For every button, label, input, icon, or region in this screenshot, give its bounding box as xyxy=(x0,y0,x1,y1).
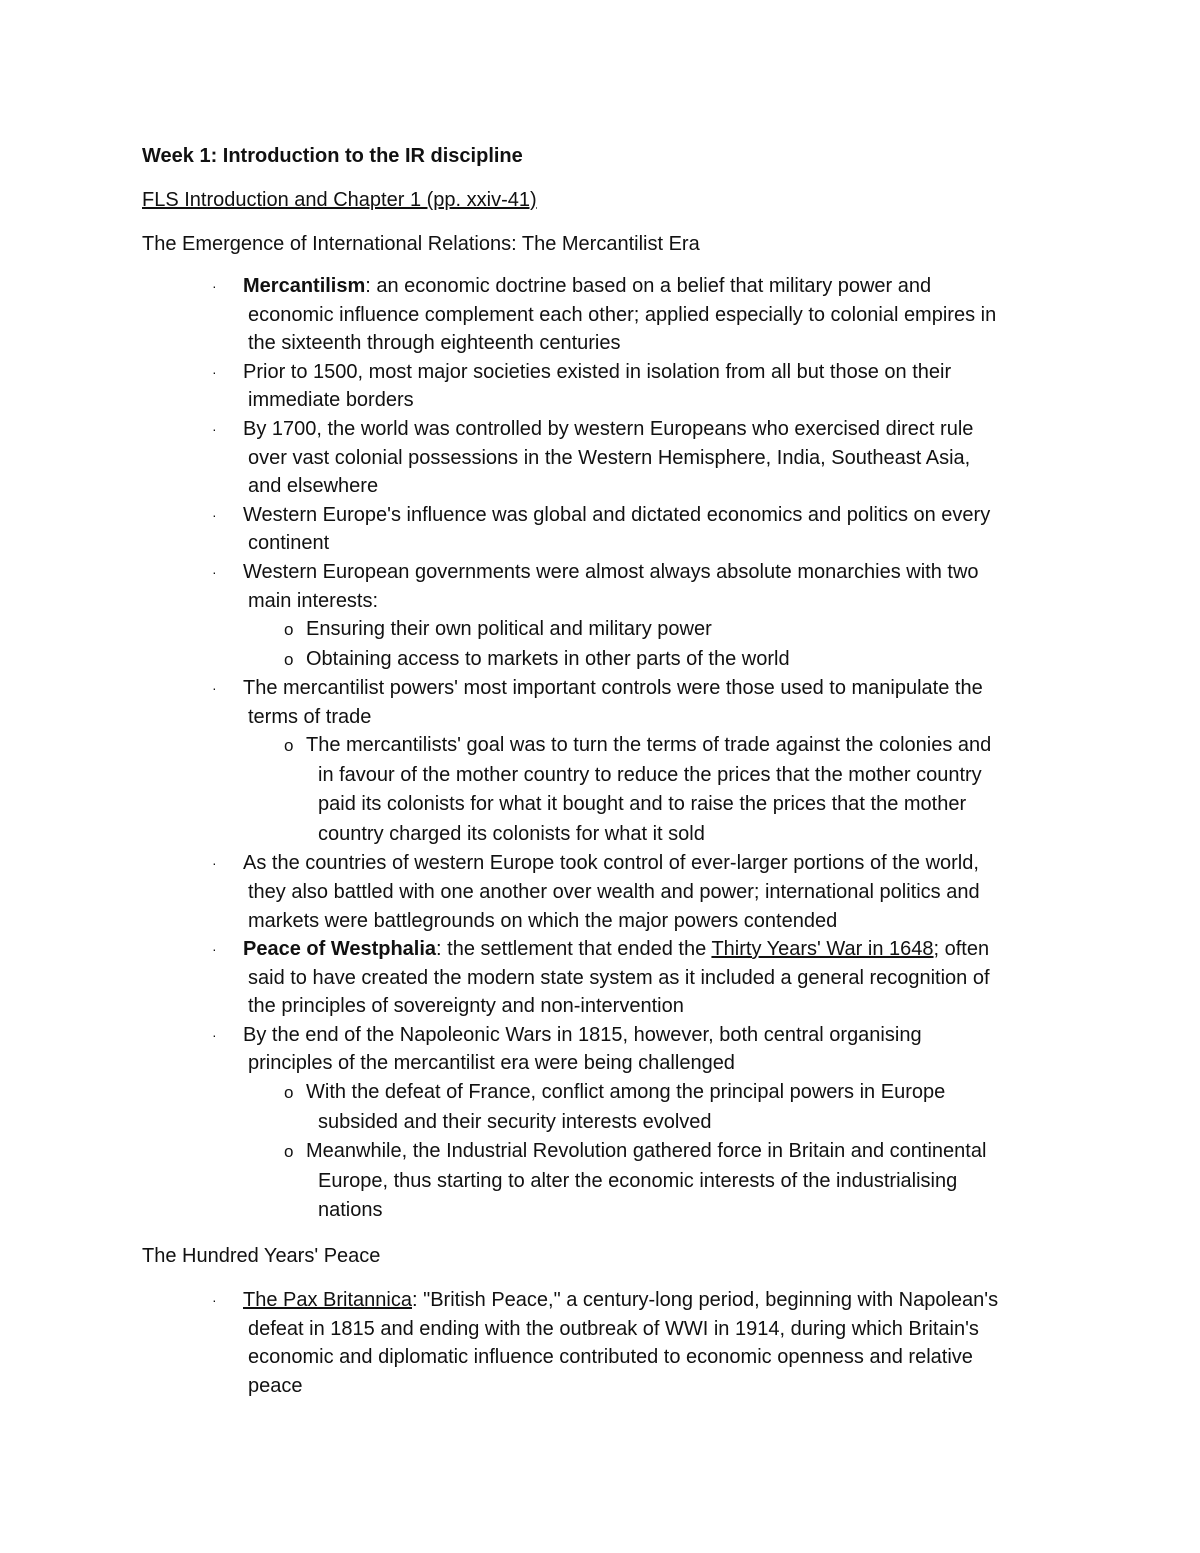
bullet-marker: · xyxy=(212,941,217,958)
list-item: · Western European governments were almost always absolute monarchies with two main interests: xyxy=(0,558,1200,615)
mercantilist-era-list xyxy=(0,272,1200,1226)
sub-bullet-marker: o xyxy=(284,620,294,640)
list-item: · Western Europe's influence was global and dictated economics and politics on every continent xyxy=(0,501,1200,558)
sub-list-item: o With the defeat of France, conflict among the principal powers in Europe subsided and their security interests evolved xyxy=(0,1078,1200,1137)
reading-reference: FLS Introduction and Chapter 1 (pp. xxiv-41) xyxy=(142,189,537,211)
bullet-marker: · xyxy=(212,1292,217,1308)
term-mercantilism: Mercantilism xyxy=(243,275,366,297)
hundred-years-peace-list xyxy=(0,1286,1200,1400)
list-item: · Prior to 1500, most major societies existed in isolation from all but those on their immediate borders xyxy=(0,358,1200,415)
section-heading-hundred-years-peace: The Hundred Years' Peace xyxy=(142,1245,381,1267)
sub-list-item: o Obtaining access to markets in other parts of the world xyxy=(0,645,1200,675)
list-item: · By 1700, the world was controlled by western Europeans who exercised direct rule over vast colonial possessions in the Western Hemisphere, India, Southeast Asia, and elsewhere xyxy=(0,415,1200,501)
bullet-marker: · xyxy=(212,506,217,523)
sub-list-item: o Meanwhile, the Industrial Revolution gathered force in Britain and continental Europe, thus starting to alter the economic interests of the industrialising nations xyxy=(0,1137,1200,1226)
list-item: · Peace of Westphalia: the settlement that ended the Thirty Years' War in 1648; often said to have created the modern state system as it included a general recognition of the principles of sovereignty and non-intervention xyxy=(0,935,1200,1021)
list-item: · Mercantilism: an economic doctrine based on a belief that military power and economic influence complement each other; applied especially to colonial empires in the sixteenth through eighteenth centuries xyxy=(0,272,1200,358)
bullet-marker: · xyxy=(212,363,217,380)
sub-list-item: o Ensuring their own political and military power xyxy=(0,615,1200,645)
term-pax-britannica: The Pax Britannica xyxy=(243,1289,412,1311)
sub-bullet-marker: o xyxy=(284,1083,294,1103)
list-item: · As the countries of western Europe took control of ever-larger portions of the world, they also battled with one another over wealth and power; international politics and markets were battlegrounds on which the major powers contended xyxy=(0,849,1200,935)
bullet-marker: · xyxy=(212,855,217,872)
section-heading-mercantilist-era: The Emergence of International Relations: The Mercantilist Era xyxy=(142,233,700,255)
page-title: Week 1: Introduction to the IR discipline xyxy=(142,145,523,167)
list-item: · The Pax Britannica: "British Peace," a century-long period, beginning with Napolean's defeat in 1815 and ending with the outbreak of WWI in 1914, during which Britain's economic and diplomatic influence contributed to economic openness and relative peace xyxy=(0,1286,1200,1400)
list-item: · By the end of the Napoleonic Wars in 1815, however, both central organising principles of the mercantilist era were being challenged xyxy=(0,1021,1200,1078)
thirty-years-war-link[interactable]: Thirty Years' War in 1648 xyxy=(711,938,934,961)
bullet-marker: · xyxy=(212,278,217,294)
sub-bullet-marker: o xyxy=(284,649,294,669)
sub-bullet-marker: o xyxy=(284,1142,294,1162)
sub-bullet-marker: o xyxy=(284,736,294,756)
list-item: · The mercantilist powers' most important controls were those used to manipulate the terms of trade xyxy=(0,674,1200,731)
bullet-marker: · xyxy=(212,1026,217,1043)
sub-list-item: o The mercantilists' goal was to turn the terms of trade against the colonies and in favour of the mother country to reduce the prices that the mother country paid its colonists for what it bought and to raise the prices that the mother country charged its colonists for what it sold xyxy=(0,731,1200,849)
term-peace-of-westphalia: Peace of Westphalia xyxy=(243,938,437,961)
bullet-marker: · xyxy=(212,563,217,580)
bullet-marker: · xyxy=(212,680,217,697)
bullet-marker: · xyxy=(212,420,217,437)
